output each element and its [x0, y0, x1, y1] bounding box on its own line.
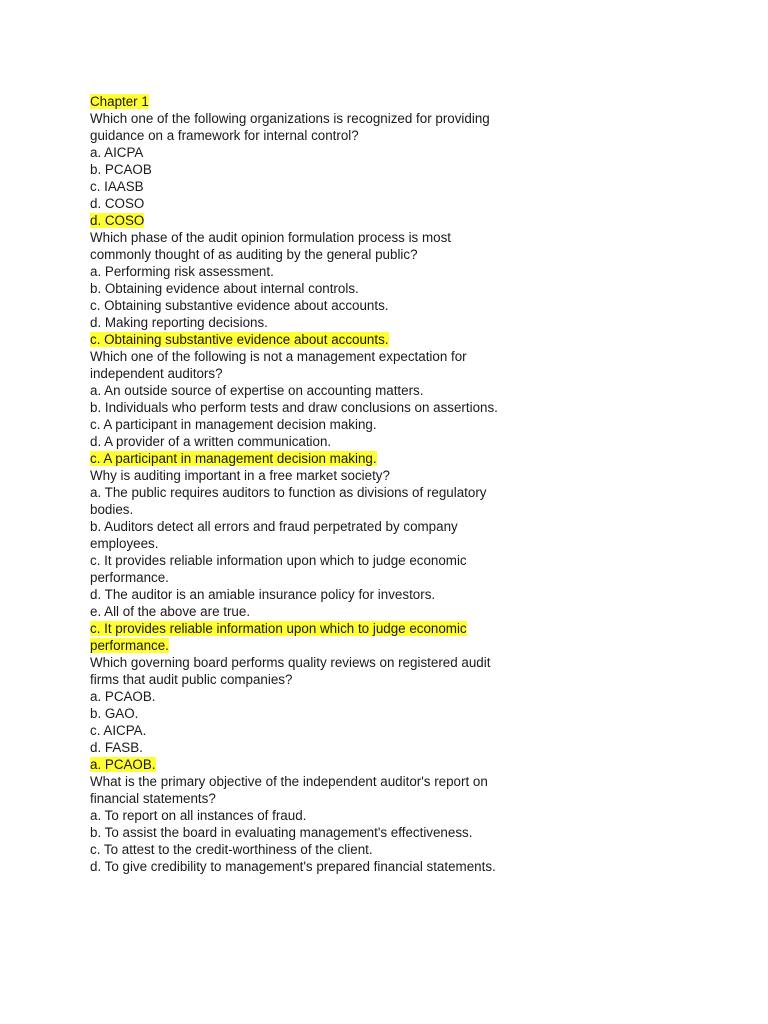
question-block [90, 654, 510, 773]
highlighted-answer: a. PCAOB. [90, 757, 156, 772]
question-text: What is the primary objective of the independent auditor's report on financial statements? [90, 774, 488, 806]
chapter-heading: Chapter 1 [90, 94, 149, 109]
option-c: c. It provides reliable information upon which to judge economic performance. [90, 553, 467, 585]
question-text: Which governing board performs quality reviews on registered audit firms that audit public companies? [90, 655, 491, 687]
option-a: a. AICPA [90, 145, 144, 160]
option-e: e. All of the above are true. [90, 604, 251, 619]
option-c: c. IAASB [90, 179, 144, 194]
answer-line [90, 331, 510, 348]
option-c: c. AICPA. [90, 723, 147, 738]
highlighted-answer: d. COSO [90, 213, 145, 228]
question-block [90, 229, 510, 348]
option-b: b. GAO. [90, 706, 139, 721]
answer-line [90, 756, 510, 773]
question-block [90, 467, 510, 654]
question-text: Why is auditing important in a free market society? [90, 468, 390, 483]
document-content [90, 93, 510, 875]
option-d: d. A provider of a written communication. [90, 434, 332, 449]
option-c: c. To attest to the credit-worthiness of the client. [90, 842, 373, 857]
option-b: b. Obtaining evidence about internal controls. [90, 281, 359, 296]
question-block [90, 110, 510, 229]
option-a: a. PCAOB. [90, 689, 156, 704]
question-block [90, 773, 510, 875]
option-d: d. FASB. [90, 740, 143, 755]
option-a: a. Performing risk assessment. [90, 264, 274, 279]
option-b: b. To assist the board in evaluating management's effectiveness. [90, 825, 473, 840]
answer-line [90, 620, 510, 654]
option-d: d. The auditor is an amiable insurance policy for investors. [90, 587, 436, 602]
option-c: c. A participant in management decision making. [90, 417, 377, 432]
answer-line [90, 212, 510, 229]
highlighted-answer: c. A participant in management decision making. [90, 451, 377, 466]
highlighted-answer: c. Obtaining substantive evidence about accounts. [90, 332, 389, 347]
option-d: d. To give credibility to management's prepared financial statements. [90, 859, 496, 874]
option-b: b. PCAOB [90, 162, 152, 177]
option-a: a. To report on all instances of fraud. [90, 808, 307, 823]
option-d: d. COSO [90, 196, 145, 211]
answer-line [90, 450, 510, 467]
option-a: a. An outside source of expertise on accounting matters. [90, 383, 424, 398]
option-a: a. The public requires auditors to function as divisions of regulatory bodies. [90, 485, 487, 517]
question-text: Which one of the following organizations is recognized for providing guidance on a framework for internal control? [90, 111, 490, 143]
option-b: b. Individuals who perform tests and draw conclusions on assertions. [90, 400, 498, 415]
question-block [90, 348, 510, 467]
highlighted-answer: c. It provides reliable information upon which to judge economic performance. [90, 621, 467, 653]
option-d: d. Making reporting decisions. [90, 315, 268, 330]
option-c: c. Obtaining substantive evidence about accounts. [90, 298, 389, 313]
option-b: b. Auditors detect all errors and fraud perpetrated by company employees. [90, 519, 458, 551]
question-text: Which phase of the audit opinion formulation process is most commonly thought of as auditing by the general public? [90, 230, 451, 262]
question-text: Which one of the following is not a management expectation for independent auditors? [90, 349, 467, 381]
